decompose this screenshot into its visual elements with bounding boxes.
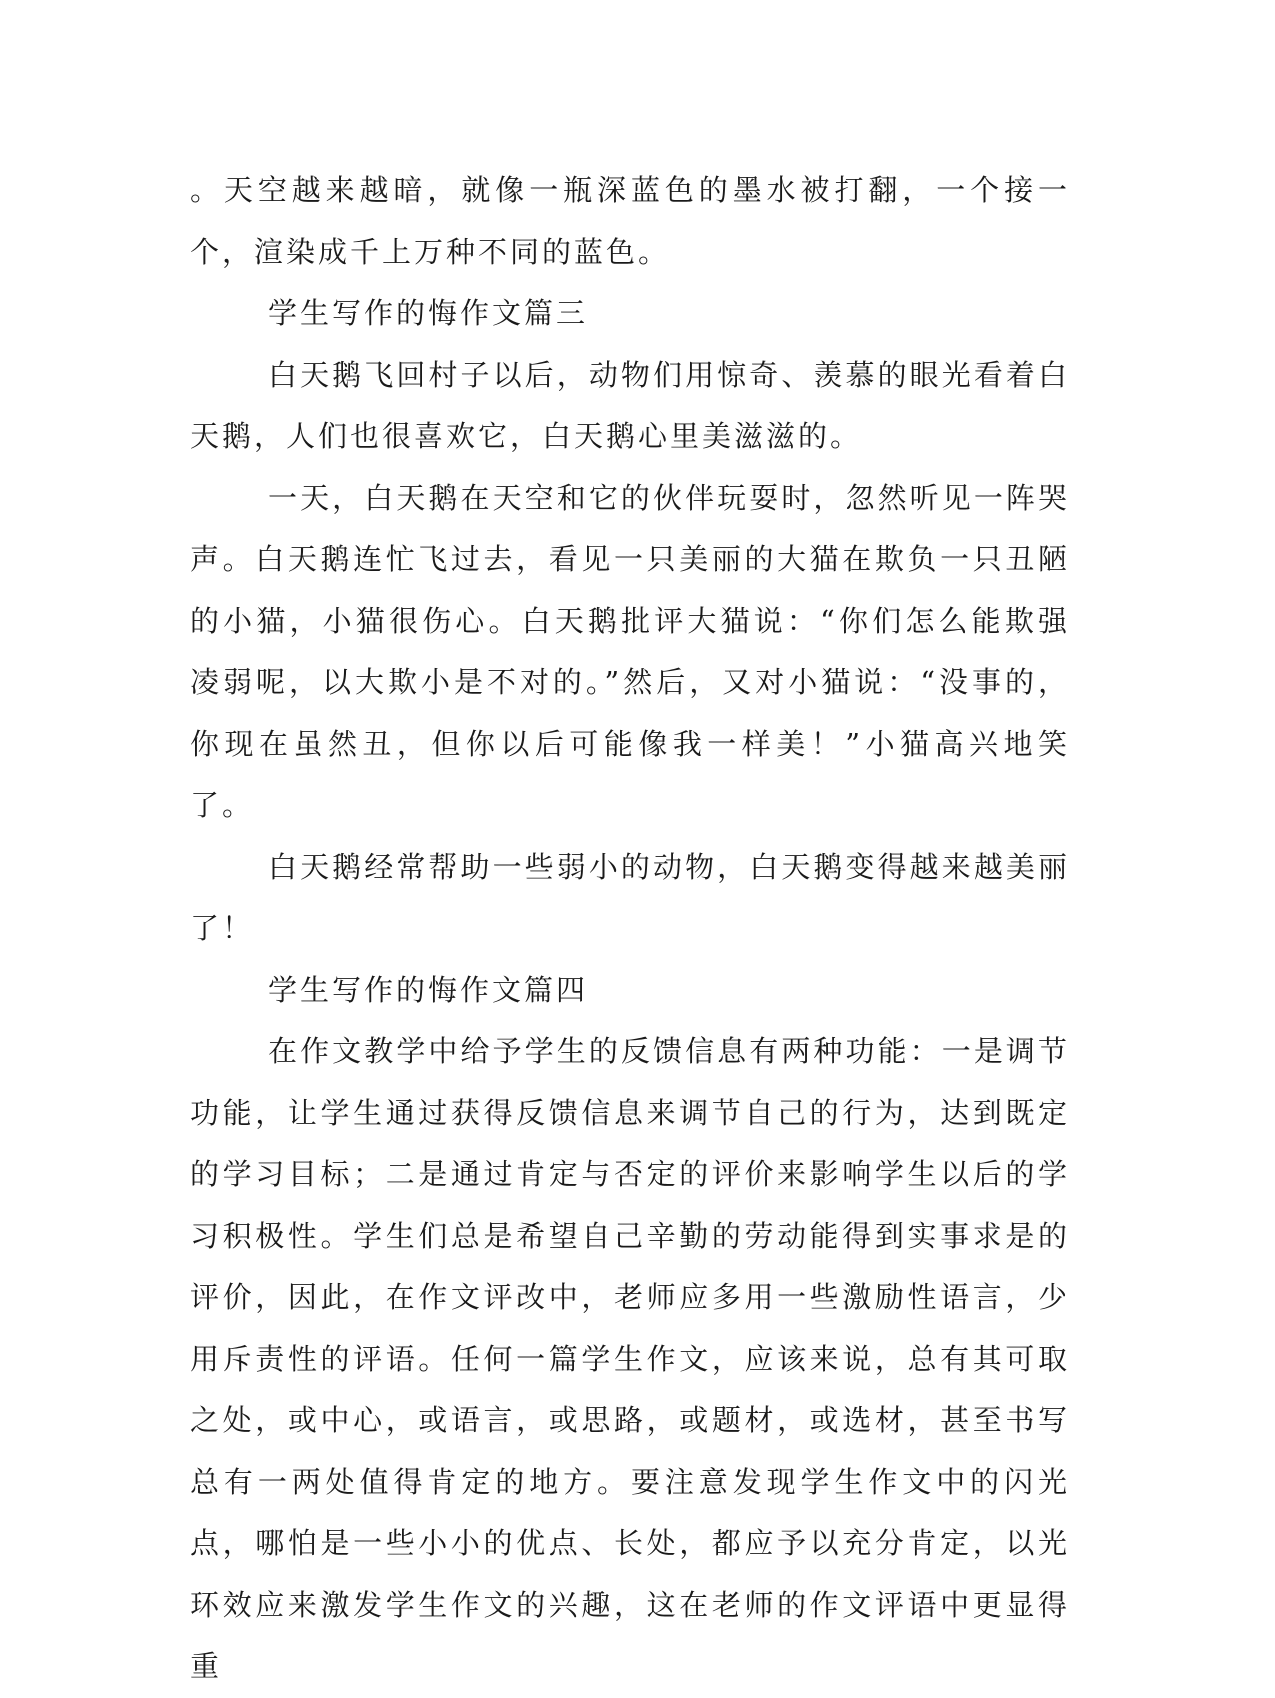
paragraph: 白天鹅经常帮助一些弱小的动物，白天鹅变得越来越美丽了！ (190, 849, 1070, 945)
paragraph: 一天，白天鹅在天空和它的伙伴玩耍时，忽然听见一阵哭声。白天鹅连忙飞过去，看见一只美丽的大猫在欺负一只丑陋的小猫，小猫很伤心。白天鹅批评大猫说：“你们怎么能欺强凌弱呢，以大欺小是不对的。”然后，又对小猫说：“没事的，你现在虽然丑，但你以后可能像我一样美！”小猫高兴地笑了。 (190, 480, 1070, 822)
paragraph: 在作文教学中给予学生的反馈信息有两种功能：一是调节功能，让学生通过获得反馈信息来调节自己的行为，达到既定的学习目标；二是通过肯定与否定的评价来影响学生以后的学习积极性。学生们总是希望自己辛勤的劳动能得到实事求是的评价，因此，在作文评改中，老师应多用一些激励性语言，少用斥责性的评语。任何一篇学生作文，应该来说，总有其可取之处，或中心，或语言，或思路，或题材，或选材，甚至书写总有一两处值得肯定的地方。要注意发现学生作文中的闪光点，哪怕是一些小小的优点、长处，都应予以充分肯定，以光环效应来激发学生作文的兴趣，这在老师的作文评语中更显得重 (190, 1034, 1070, 1683)
document-body (190, 160, 1070, 1698)
section-heading: 学生写作的悔作文篇三 (268, 296, 589, 330)
paragraph: 。天空越来越暗，就像一瓶深蓝色的墨水被打翻，一个接一个，渲染成千上万种不同的蓝色。 (190, 173, 1070, 269)
paragraph: 白天鹅飞回村子以后，动物们用惊奇、羡慕的眼光看着白天鹅，人们也很喜欢它，白天鹅心里美滋滋的。 (190, 357, 1070, 453)
section-heading: 学生写作的悔作文篇四 (268, 972, 589, 1007)
